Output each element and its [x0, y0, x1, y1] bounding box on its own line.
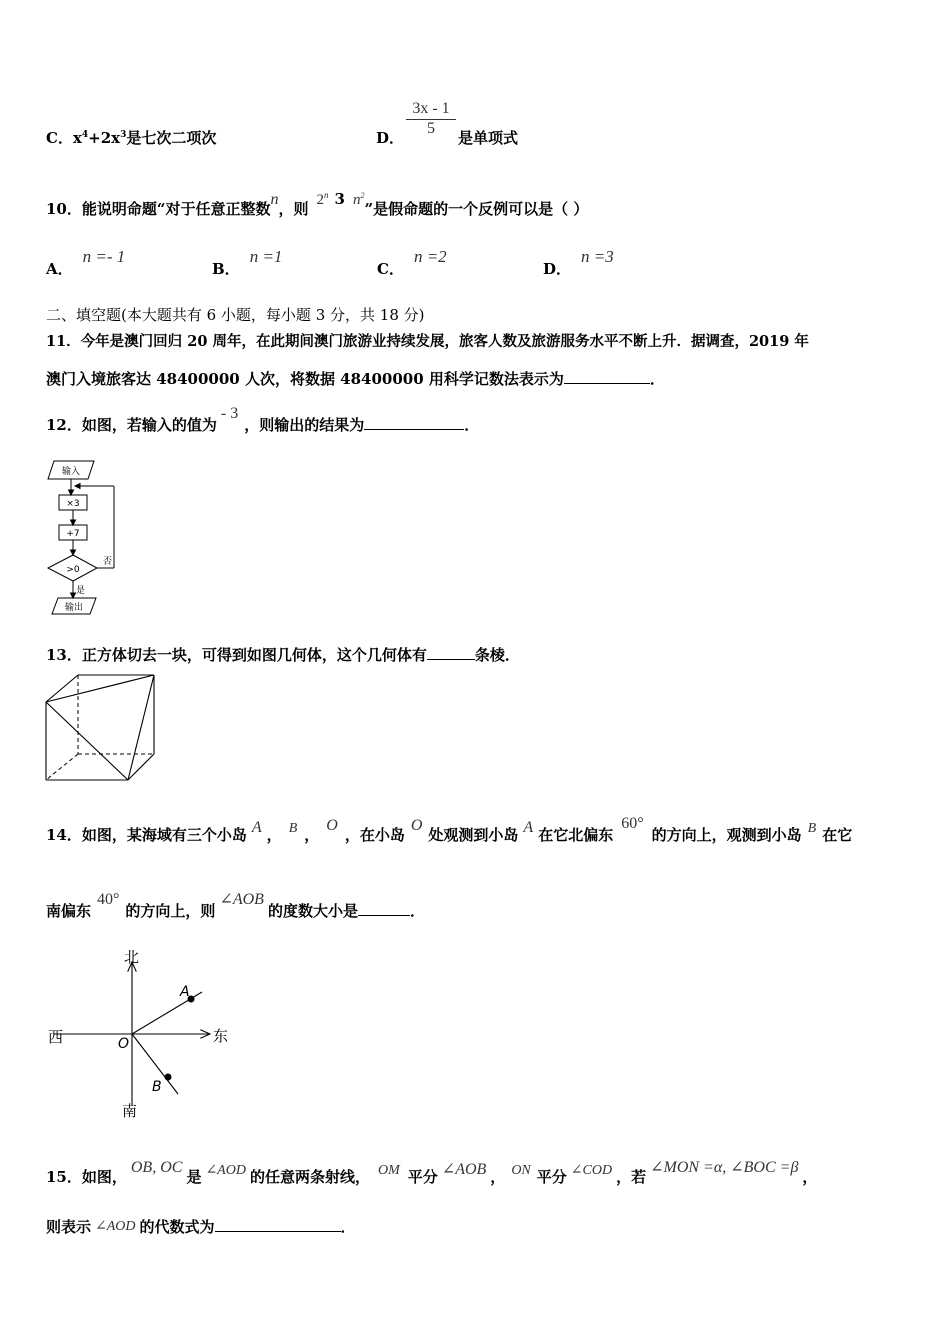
q9-option-d-text: 是单项式 — [458, 129, 519, 147]
cube-figure — [44, 672, 159, 784]
point-b — [165, 1074, 172, 1081]
flow-condition-label: >0 — [66, 565, 80, 575]
q14-line2: 南偏东40°的方向上，则∠AOB的度数大小是 ． — [46, 891, 425, 920]
q10-option-a: A．n =- 1 — [46, 247, 126, 278]
compass-figure — [44, 946, 240, 1122]
q9-fraction — [406, 100, 456, 138]
q13-stem: 13．正方体切去一块，可得到如图几何体，这个几何体有 条棱． — [46, 646, 520, 664]
flowchart-figure — [44, 458, 124, 620]
north-label: 北 — [124, 948, 140, 966]
q15-line2: 则表示 ∠AOD 的代数式为 ． — [46, 1218, 356, 1236]
flow-output-label: 输出 — [64, 603, 84, 613]
east-label: 东 — [213, 1027, 229, 1045]
q12-stem: 12．如图，若输入的值为- 3，则输出的结果为 ． — [46, 405, 480, 434]
q11-line2: 澳门入境旅客达 48400000 人次，将数据 48400000 用科学记数法表示为 ． — [46, 370, 665, 388]
section-title: 二、填空题(本大题共有 6 小题，每小题 3 分，共 18 分) — [46, 306, 425, 324]
q15-line1: 15．如图，OB, OC是 ∠AOD 的任意两条射线， OM 平分 ∠AOB ， ON 平分 ∠COD ，若∠MON =α, ∠BOC =β， — [46, 1159, 818, 1186]
flow-times3-label: ×3 — [66, 499, 80, 509]
q10-option-c: C．n =2 — [377, 247, 447, 278]
q11-line1: 11．今年是澳门回归 20 周年，在此期间澳门旅游业持续发展，旅客人数及旅游服务水平不断上升．据调查，2019 年 — [46, 333, 809, 350]
q9-option-c: C．$x^4+2x^3$是七次二项次 — [46, 129, 217, 147]
answer-blank[interactable] — [364, 417, 464, 430]
a-label: A — [180, 984, 190, 1000]
flow-no-label: 否 — [103, 557, 113, 567]
answer-blank[interactable] — [215, 1219, 341, 1232]
q10-option-d: D．n =3 — [543, 247, 614, 278]
flow-yes-label: 是 — [76, 586, 86, 596]
fraction-numerator: 3x - 1 — [406, 100, 456, 120]
answer-blank[interactable] — [358, 903, 410, 916]
south-label: 南 — [122, 1102, 138, 1120]
origin-label: O — [118, 1036, 130, 1052]
flow-input-label: 输入 — [61, 467, 81, 477]
q10-option-b: B．n =1 — [212, 247, 283, 278]
fraction-denominator: 5 — [427, 120, 435, 137]
west-label: 西 — [48, 1028, 64, 1046]
q14-line1: 14．如图，某海域有三个小岛 A ， B ，O，在小岛O处观测到小岛 A 在它北偏东60°的方向上，观测到小岛 B 在它 — [46, 815, 853, 844]
answer-blank[interactable] — [427, 647, 475, 660]
answer-blank[interactable] — [564, 371, 650, 384]
q9-option-d-label: D． — [376, 129, 405, 147]
q10-stem: 10．能说明命题“对于任意正整数n，则 2$^n$ 3 $n^2$”是假命题的一个反例可以是（ ） — [46, 190, 589, 218]
b-label: B — [152, 1079, 162, 1095]
flow-plus7-label: +7 — [66, 529, 80, 539]
